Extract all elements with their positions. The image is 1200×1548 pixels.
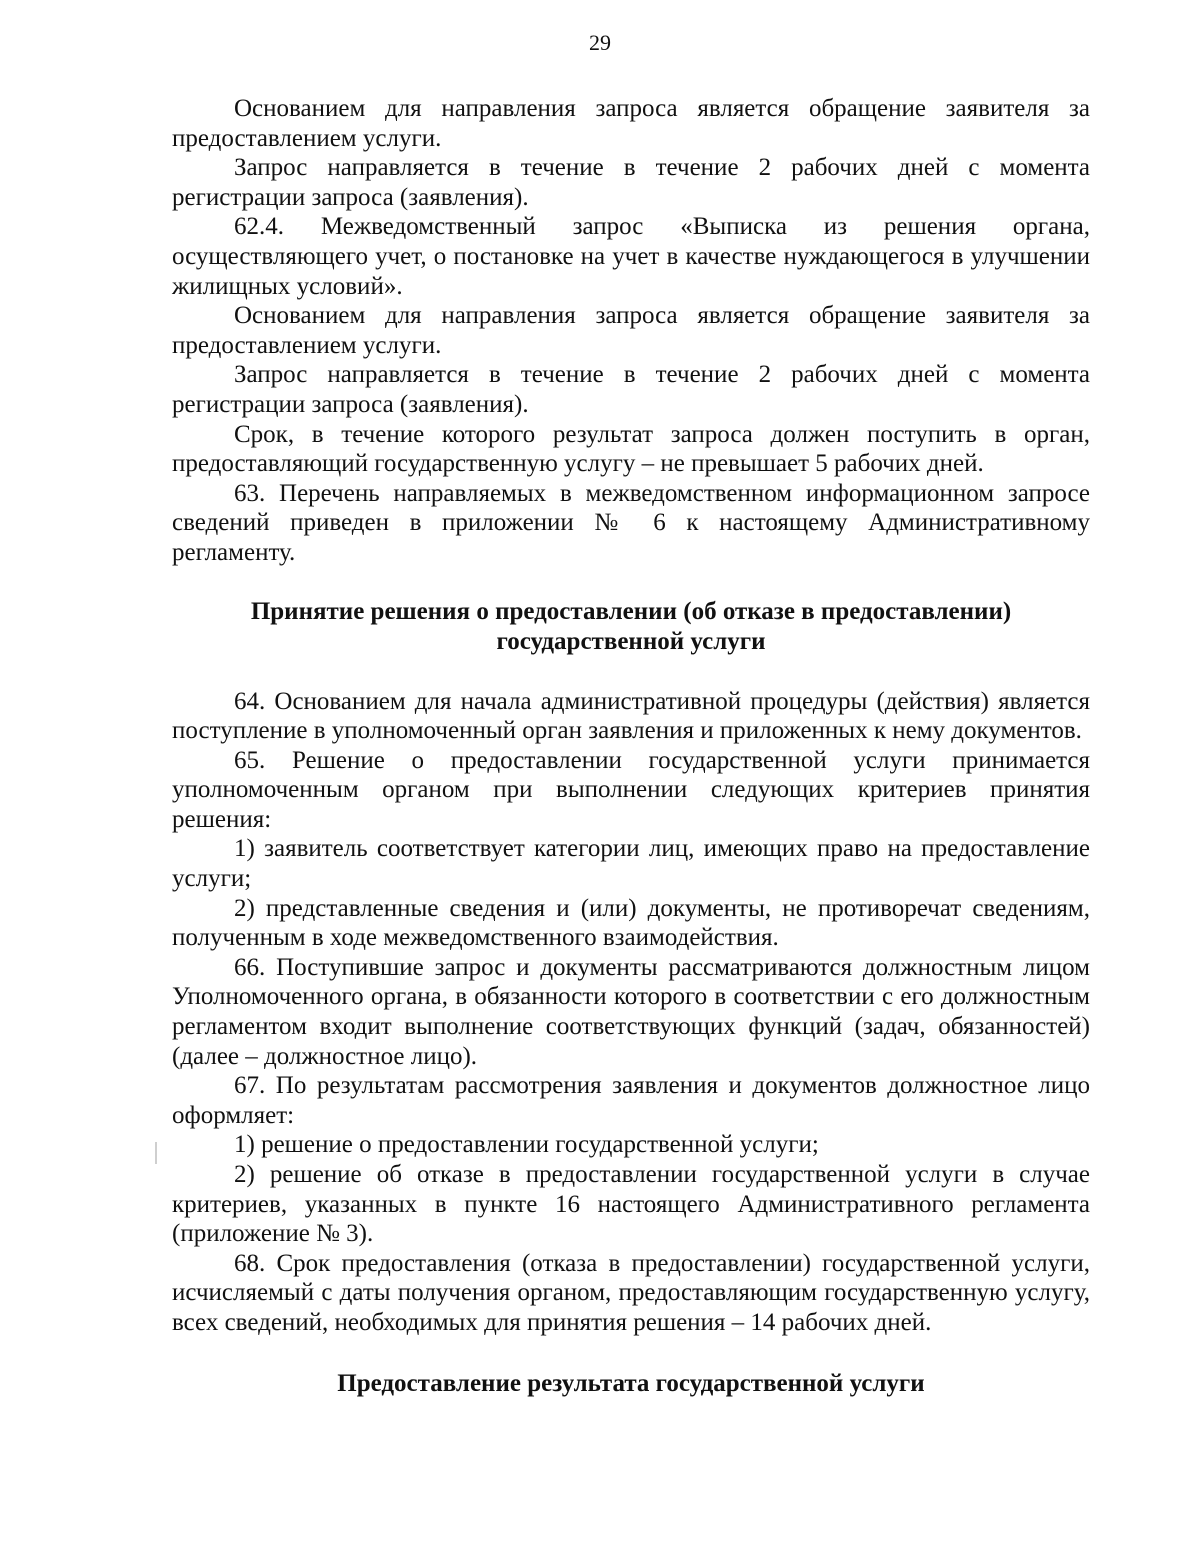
- section-heading-line: государственной услуги: [496, 627, 766, 655]
- section-heading-line: Принятие решения о предоставлении (об отказе в предоставлении): [250, 597, 1012, 625]
- page-number: 29: [589, 30, 611, 55]
- paragraph-item-64: 64. Основанием для начала административной процедуры (действия) является поступление в уполномоченный орган заявления и приложенных к нему документов.: [172, 687, 1090, 745]
- paragraph-item-68: 68. Срок предоставления (отказа в предоставлении) государственной услуги, исчисляемый с даты получения органом, предоставляющим государственную услугу, всех сведений, необходимых для принятия решения – 14 рабочих дней.: [172, 1249, 1090, 1336]
- paragraph-item-65: 65. Решение о предоставлении государственной услуги принимается уполномоченным органом при выполнении следующих критериев принятия решения:: [172, 746, 1090, 833]
- paragraph-item-63: 63. Перечень направляемых в межведомственном информационном запросе сведений приведен в приложении № 6 к настоящему Административному регламенту.: [172, 479, 1090, 566]
- scan-artifact: [155, 1142, 157, 1164]
- paragraph: Основанием для направления запроса является обращение заявителя за предоставлением услуги.: [172, 302, 1090, 359]
- list-item: 2) представленные сведения и (или) документы, не противоречат сведениям, полученным в ходе межведомственного взаимодействия.: [172, 894, 1090, 952]
- paragraph: Запрос направляется в течение в течение 2 рабочих дней с момента регистрации запроса (заявления).: [172, 361, 1090, 418]
- paragraph-item-67: 67. По результатам рассмотрения заявления и документов должностное лицо оформляет:: [172, 1072, 1090, 1129]
- list-item: 1) решение о предоставлении государственной услуги;: [234, 1131, 819, 1159]
- paragraph: Запрос направляется в течение в течение 2 рабочих дней с момента регистрации запроса (заявления).: [172, 154, 1090, 211]
- section-heading-decision: [172, 597, 1090, 657]
- section-heading-result: Предоставление результата государственной услуги: [337, 1369, 925, 1397]
- paragraph: Основанием для направления запроса является обращение заявителя за предоставлением услуги.: [172, 95, 1090, 152]
- document-body: [172, 94, 1090, 1399]
- list-item: 2) решение об отказе в предоставлении государственной услуги в случае критериев, указанных в пункте 16 настоящего Административного регламента (приложение № 3).: [172, 1161, 1090, 1248]
- list-item: 1) заявитель соответствует категории лиц, имеющих право на предоставление услуги;: [172, 835, 1090, 893]
- paragraph-item-66: 66. Поступившие запрос и документы рассматриваются должностным лицом Уполномоченного органа, в обязанности которого в соответствии с его должностным регламентом входит выполнение соответствующих функций (задач, обязанностей) (далее – должностное лицо).: [172, 953, 1090, 1070]
- paragraph-item-62-4: 62.4. Межведомственный запрос «Выписка из решения органа, осуществляющего учет, о постановке на учет в качестве нуждающегося в улучшении жилищных условий».: [172, 213, 1090, 300]
- paragraph: Срок, в течение которого результат запроса должен поступить в орган, предоставляющий государственную услугу – не превышает 5 рабочих дней.: [172, 420, 1090, 478]
